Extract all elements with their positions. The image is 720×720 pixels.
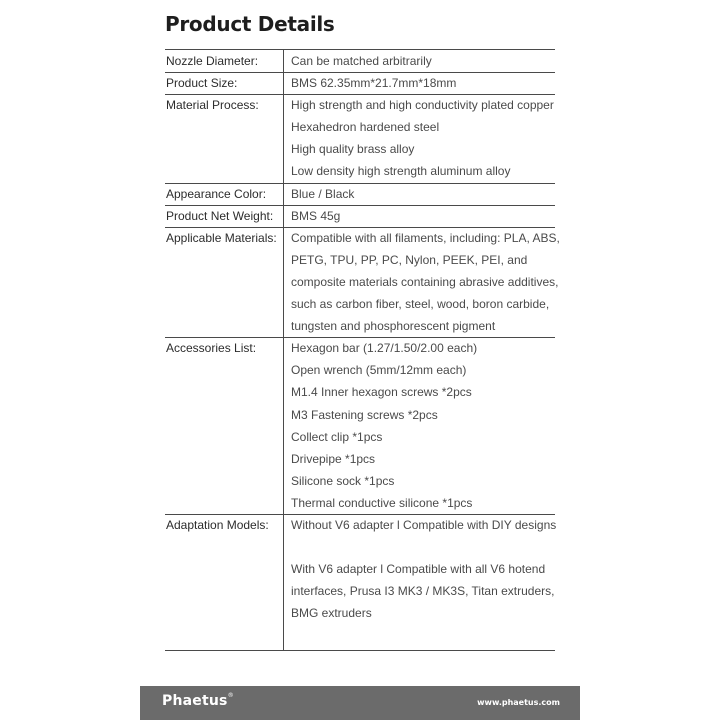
spec-value: PETG, TPU, PP, PC, Nylon, PEEK, PEI, and [291,252,528,267]
spec-row [165,227,560,338]
spec-label: Product Net Weight: [166,208,274,223]
brand-name: Phaetus [162,693,228,709]
spec-row [165,94,555,182]
spec-value: Open wrench (5mm/12mm each) [291,363,467,378]
spec-value: interfaces, Prusa I3 MK3 / MK3S, Titan extruders, [291,584,555,599]
spec-value: Can be matched arbitrarily [291,54,432,68]
footer-bar [140,686,580,720]
spec-value: BMS 62.35mm*21.7mm*18mm [291,76,457,91]
spec-value: Without V6 adapter l Compatible with DIY designs [291,518,557,533]
spec-value: Drivepipe *1pcs [291,451,376,466]
spec-label: Adaptation Models: [166,518,269,533]
spec-value: composite materials containing abrasive additives, [291,274,559,289]
spec-value: Silicone sock *1pcs [291,473,395,488]
spec-value: High strength and high conductivity plated copper [291,98,554,113]
spec-row [165,72,555,94]
spec-value: BMS 45g [291,208,341,223]
spec-value: With V6 adapter l Compatible with all V6 hotend [291,562,546,577]
spec-table [165,49,560,651]
spec-label: Material Process: [166,98,259,113]
trademark-symbol: ® [227,692,234,699]
brand-logo [162,693,234,709]
spec-row [165,514,555,625]
spec-value: Thermal conductive silicone *1pcs [291,495,473,510]
spec-value: Compatible with all filaments, including: PLA, ABS, [291,230,560,245]
page-title: Product Details [165,12,335,36]
spec-label: Nozzle Diameter: [166,54,259,68]
spec-value: Hexagon bar (1.27/1.50/2.00 each) [291,341,478,356]
spec-row [165,183,555,205]
spec-label: Product Size: [166,76,238,91]
spec-value: such as carbon fiber, steel, wood, boron carbide, [291,297,550,312]
spec-label: Appearance Color: [166,186,267,201]
spec-value: M3 Fastening screws *2pcs [291,407,438,422]
spec-label: Accessories List: [166,341,257,356]
spec-row [165,205,555,227]
spec-value: M1.4 Inner hexagon screws *2pcs [291,385,472,400]
spec-value: Blue / Black [291,186,355,201]
spec-row [165,337,555,514]
spec-row [165,50,555,72]
spec-value: Low density high strength aluminum alloy [291,164,511,179]
spec-value: Hexahedron hardened steel [291,120,440,135]
spec-value: Collect clip *1pcs [291,429,383,444]
spec-value: High quality brass alloy [291,142,415,157]
website-link[interactable]: www.phaetus.com [477,698,560,707]
spec-value: tungsten and phosphorescent pigment [291,319,496,334]
spec-value: BMG extruders [291,606,372,621]
spec-label: Applicable Materials: [166,230,277,245]
